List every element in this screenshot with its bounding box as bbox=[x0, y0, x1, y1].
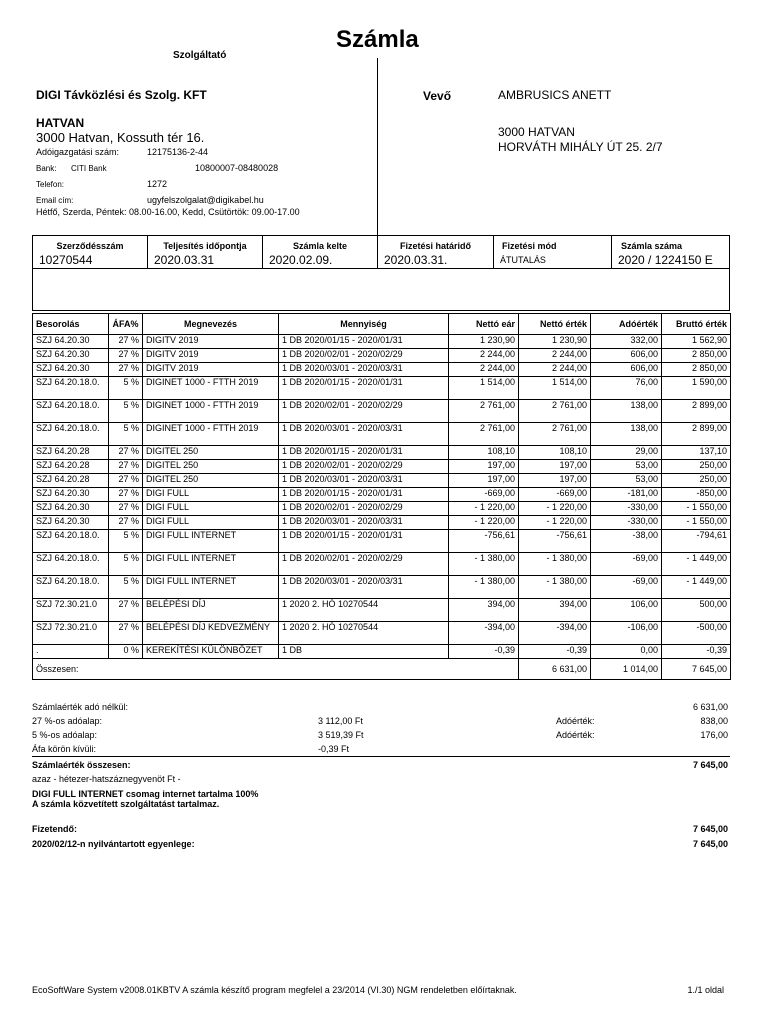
cell-classification: SZJ 64.20.18.0. bbox=[33, 576, 109, 599]
issue-date-cell bbox=[263, 236, 378, 268]
cell-unit-price: -0,39 bbox=[449, 645, 519, 659]
bank-label: Bank: bbox=[36, 164, 57, 173]
col-header-classification: Besorolás bbox=[33, 314, 109, 335]
cell-description: BELÉPÉSI DÍJ KEDVEZMÉNY bbox=[143, 622, 279, 645]
totals-label: Összesen: bbox=[33, 659, 519, 680]
provider-name: DIGI Távközlési és Szolg. KFT bbox=[36, 88, 207, 102]
cell-vat-rate: 5 % bbox=[109, 530, 143, 553]
cell-gross-value: -500,00 bbox=[662, 622, 731, 645]
table-row bbox=[33, 400, 731, 423]
table-row bbox=[33, 474, 731, 488]
table-row bbox=[33, 599, 731, 622]
cell-classification: SZJ 64.20.28 bbox=[33, 474, 109, 488]
cell-gross-value: 137,10 bbox=[662, 446, 731, 460]
cell-vat-rate: 27 % bbox=[109, 622, 143, 645]
cell-unit-price: 197,00 bbox=[449, 460, 519, 474]
cell-classification: SZJ 72.30.21.0 bbox=[33, 599, 109, 622]
provider-address: 3000 Hatvan, Kossuth tér 16. bbox=[36, 130, 205, 145]
cell-vat-rate: 5 % bbox=[109, 377, 143, 400]
base5-label: 5 %-os adóalap: bbox=[32, 730, 98, 740]
col-header-net-value: Nettó érték bbox=[519, 314, 591, 335]
payment-method-cell bbox=[494, 236, 612, 268]
table-row bbox=[33, 530, 731, 553]
cell-gross-value: 1 562,90 bbox=[662, 335, 731, 349]
cell-gross-value: 500,00 bbox=[662, 599, 731, 622]
mediated-service-note: A számla közvetített szolgáltatást tartalmaz. bbox=[32, 799, 220, 809]
cell-unit-price: -756,61 bbox=[449, 530, 519, 553]
fulfillment-date-value: 2020.03.31 bbox=[154, 253, 215, 267]
table-row bbox=[33, 349, 731, 363]
table-row bbox=[33, 553, 731, 576]
cell-unit-price: 1 230,90 bbox=[449, 335, 519, 349]
table-row bbox=[33, 645, 731, 659]
table-row bbox=[33, 488, 731, 502]
cell-classification: SZJ 64.20.18.0. bbox=[33, 400, 109, 423]
col-header-gross-value: Bruttó érték bbox=[662, 314, 731, 335]
cell-classification: . bbox=[33, 645, 109, 659]
cell-gross-value: 250,00 bbox=[662, 474, 731, 488]
cell-vat-rate: 27 % bbox=[109, 460, 143, 474]
cell-quantity: 1 DB bbox=[279, 645, 449, 659]
fulfillment-date-label: Teljesítés időpontja bbox=[163, 241, 247, 251]
cell-description: DIGINET 1000 - FTTH 2019 bbox=[143, 400, 279, 423]
cell-tax-value: 606,00 bbox=[591, 349, 662, 363]
cell-vat-rate: 27 % bbox=[109, 446, 143, 460]
cell-net-value: -0,39 bbox=[519, 645, 591, 659]
cell-tax-value: 106,00 bbox=[591, 599, 662, 622]
cell-net-value: - 1 380,00 bbox=[519, 553, 591, 576]
cell-quantity: 1 DB 2020/03/01 - 2020/03/31 bbox=[279, 474, 449, 488]
cell-tax-value: -181,00 bbox=[591, 488, 662, 502]
bank-name: CITI Bank bbox=[71, 164, 107, 173]
phone-value: 1272 bbox=[147, 179, 168, 189]
cell-quantity: 1 DB 2020/01/15 - 2020/01/31 bbox=[279, 446, 449, 460]
cell-unit-price: 2 244,00 bbox=[449, 363, 519, 377]
cell-description: BELÉPÉSI DÍJ bbox=[143, 599, 279, 622]
cell-tax-value: -330,00 bbox=[591, 516, 662, 530]
invoice-details-box bbox=[32, 235, 730, 311]
cell-tax-value: 332,00 bbox=[591, 335, 662, 349]
cell-quantity: 1 2020 2. HÓ 10270544 bbox=[279, 599, 449, 622]
cell-vat-rate: 27 % bbox=[109, 599, 143, 622]
cell-vat-rate: 27 % bbox=[109, 363, 143, 377]
buyer-address-line1: 3000 HATVAN bbox=[498, 125, 575, 139]
table-header-row bbox=[33, 314, 731, 335]
tax27-label: Adóérték: bbox=[556, 716, 595, 726]
cell-quantity: 1 2020 2. HÓ 10270544 bbox=[279, 622, 449, 645]
cell-gross-value: 2 850,00 bbox=[662, 363, 731, 377]
cell-gross-value: 250,00 bbox=[662, 460, 731, 474]
base27-label: 27 %-os adóalap: bbox=[32, 716, 103, 726]
base27-value: 3 112,00 Ft bbox=[318, 716, 363, 726]
cell-description: DIGITV 2019 bbox=[143, 335, 279, 349]
buyer-address-line2: HORVÁTH MIHÁLY ÚT 25. 2/7 bbox=[498, 140, 663, 154]
cell-classification: SZJ 64.20.18.0. bbox=[33, 377, 109, 400]
cell-unit-price: -669,00 bbox=[449, 488, 519, 502]
cell-classification: SZJ 64.20.18.0. bbox=[33, 423, 109, 446]
base5-value: 3 519,39 Ft bbox=[318, 730, 364, 740]
cell-quantity: 1 DB 2020/03/01 - 2020/03/31 bbox=[279, 516, 449, 530]
totals-row bbox=[33, 659, 731, 680]
cell-net-value: -394,00 bbox=[519, 622, 591, 645]
col-header-description: Megnevezés bbox=[143, 314, 279, 335]
cell-tax-value: -330,00 bbox=[591, 502, 662, 516]
fulfillment-date-cell bbox=[148, 236, 263, 268]
due-date-cell bbox=[378, 236, 494, 268]
cell-net-value: 197,00 bbox=[519, 460, 591, 474]
page-number: 1./1 oldal bbox=[687, 985, 724, 995]
cell-quantity: 1 DB 2020/03/01 - 2020/03/31 bbox=[279, 363, 449, 377]
cell-quantity: 1 DB 2020/01/15 - 2020/01/31 bbox=[279, 530, 449, 553]
cell-net-value: 394,00 bbox=[519, 599, 591, 622]
col-header-vat: ÁFA% bbox=[109, 314, 143, 335]
cell-tax-value: 0,00 bbox=[591, 645, 662, 659]
cell-unit-price: 1 514,00 bbox=[449, 377, 519, 400]
cell-quantity: 1 DB 2020/02/01 - 2020/02/29 bbox=[279, 349, 449, 363]
cell-net-value: - 1 220,00 bbox=[519, 516, 591, 530]
cell-tax-value: 53,00 bbox=[591, 474, 662, 488]
cell-unit-price: 2 761,00 bbox=[449, 400, 519, 423]
invoice-title: Számla bbox=[336, 26, 419, 53]
cell-tax-value: -106,00 bbox=[591, 622, 662, 645]
tax27-value: 838,00 bbox=[700, 716, 728, 726]
cell-gross-value: - 1 550,00 bbox=[662, 516, 731, 530]
contract-number-cell bbox=[33, 236, 148, 268]
header-divider bbox=[377, 58, 378, 235]
cell-quantity: 1 DB 2020/03/01 - 2020/03/31 bbox=[279, 576, 449, 599]
cell-quantity: 1 DB 2020/02/01 - 2020/02/29 bbox=[279, 502, 449, 516]
cell-unit-price: -394,00 bbox=[449, 622, 519, 645]
cell-vat-rate: 5 % bbox=[109, 576, 143, 599]
phone-label: Telefon: bbox=[36, 180, 65, 189]
cell-description: DIGI FULL INTERNET bbox=[143, 530, 279, 553]
cell-tax-value: 606,00 bbox=[591, 363, 662, 377]
tax5-label: Adóérték: bbox=[556, 730, 595, 740]
table-row bbox=[33, 335, 731, 349]
net-total-value: 6 631,00 bbox=[692, 702, 728, 712]
payment-method-value: ÁTUTALÁS bbox=[500, 255, 546, 265]
issue-date-label: Számla kelte bbox=[292, 241, 348, 251]
cell-gross-value: 2 899,00 bbox=[662, 423, 731, 446]
provider-heading: Szolgáltató bbox=[173, 50, 227, 61]
cell-tax-value: 29,00 bbox=[591, 446, 662, 460]
cell-gross-value: 2 899,00 bbox=[662, 400, 731, 423]
cell-vat-rate: 5 % bbox=[109, 423, 143, 446]
amount-in-words: azaz - hétezer-hatszáznegyvenöt Ft - bbox=[32, 774, 181, 784]
cell-classification: SZJ 72.30.21.0 bbox=[33, 622, 109, 645]
cell-unit-price: - 1 380,00 bbox=[449, 553, 519, 576]
col-header-unit-price: Nettó eár bbox=[449, 314, 519, 335]
cell-tax-value: -38,00 bbox=[591, 530, 662, 553]
tax5-value: 176,00 bbox=[700, 730, 728, 740]
net-total-label: Számlaérték adó nélkül: bbox=[32, 702, 129, 712]
cell-unit-price: 2 761,00 bbox=[449, 423, 519, 446]
cell-unit-price: 197,00 bbox=[449, 474, 519, 488]
cell-unit-price: - 1 220,00 bbox=[449, 502, 519, 516]
balance-label: 2020/02/12-n nyilvántartott egyenlege: bbox=[32, 839, 195, 849]
cell-gross-value: - 1 449,00 bbox=[662, 553, 731, 576]
cell-description: DIGITEL 250 bbox=[143, 474, 279, 488]
cell-description: DIGITEL 250 bbox=[143, 460, 279, 474]
table-row bbox=[33, 460, 731, 474]
items-body bbox=[33, 335, 731, 659]
cell-classification: SZJ 64.20.30 bbox=[33, 335, 109, 349]
cell-net-value: -669,00 bbox=[519, 488, 591, 502]
due-date-value: 2020.03.31. bbox=[384, 253, 448, 267]
cell-net-value: 108,10 bbox=[519, 446, 591, 460]
cell-tax-value: 138,00 bbox=[591, 400, 662, 423]
balance-value: 7 645,00 bbox=[692, 839, 728, 849]
cell-quantity: 1 DB 2020/02/01 - 2020/02/29 bbox=[279, 553, 449, 576]
cell-description: DIGI FULL bbox=[143, 488, 279, 502]
cell-unit-price: 108,10 bbox=[449, 446, 519, 460]
cell-tax-value: 138,00 bbox=[591, 423, 662, 446]
cell-vat-rate: 5 % bbox=[109, 400, 143, 423]
bank-account: 10800007-08480028 bbox=[195, 163, 279, 173]
cell-description: DIGINET 1000 - FTTH 2019 bbox=[143, 423, 279, 446]
cell-description: DIGITV 2019 bbox=[143, 363, 279, 377]
cell-net-value: - 1 380,00 bbox=[519, 576, 591, 599]
cell-gross-value: 1 590,00 bbox=[662, 377, 731, 400]
cell-net-value: 2 761,00 bbox=[519, 400, 591, 423]
cell-gross-value: - 1 550,00 bbox=[662, 502, 731, 516]
cell-gross-value: -794,61 bbox=[662, 530, 731, 553]
contract-number-label: Szerződésszám bbox=[56, 241, 124, 251]
cell-gross-value: -850,00 bbox=[662, 488, 731, 502]
total-tax: 1 014,00 bbox=[591, 659, 662, 680]
invoice-total-label: Számlaérték összesen: bbox=[32, 760, 131, 770]
cell-description: DIGI FULL bbox=[143, 502, 279, 516]
cell-vat-rate: 27 % bbox=[109, 474, 143, 488]
cell-vat-rate: 27 % bbox=[109, 349, 143, 363]
cell-net-value: 2 761,00 bbox=[519, 423, 591, 446]
tax-number-value: 12175136-2-44 bbox=[147, 147, 209, 157]
cell-vat-rate: 0 % bbox=[109, 645, 143, 659]
cell-description: DIGITV 2019 bbox=[143, 349, 279, 363]
table-row bbox=[33, 516, 731, 530]
cell-net-value: 2 244,00 bbox=[519, 363, 591, 377]
footer-software-note: EcoSoftWare System v2008.01KBTV A számla készítő program megfelel a 23/2014 (VI.30) NGM rendeletben előírtaknak. bbox=[32, 985, 517, 995]
cell-classification: SZJ 64.20.30 bbox=[33, 349, 109, 363]
cell-classification: SZJ 64.20.30 bbox=[33, 488, 109, 502]
items-table bbox=[32, 313, 731, 680]
payment-method-label: Fizetési mód bbox=[502, 241, 557, 251]
cell-description: KEREKÍTÉSI KÜLÖNBÖZET bbox=[143, 645, 279, 659]
cell-description: DIGINET 1000 - FTTH 2019 bbox=[143, 377, 279, 400]
tax-number-label: Adóigazgatási szám: bbox=[36, 147, 120, 157]
buyer-name: AMBRUSICS ANETT bbox=[498, 88, 612, 102]
summary-separator bbox=[32, 756, 730, 757]
buyer-label: Vevő bbox=[423, 89, 452, 103]
total-gross: 7 645,00 bbox=[662, 659, 731, 680]
col-header-tax-value: Adóérték bbox=[591, 314, 662, 335]
cell-tax-value: -69,00 bbox=[591, 553, 662, 576]
cell-vat-rate: 27 % bbox=[109, 488, 143, 502]
cell-tax-value: -69,00 bbox=[591, 576, 662, 599]
cell-net-value: -756,61 bbox=[519, 530, 591, 553]
cell-unit-price: 394,00 bbox=[449, 599, 519, 622]
cell-quantity: 1 DB 2020/02/01 - 2020/02/29 bbox=[279, 460, 449, 474]
table-row bbox=[33, 423, 731, 446]
invoice-number-label: Számla száma bbox=[621, 241, 683, 251]
cell-description: DIGI FULL bbox=[143, 516, 279, 530]
cell-quantity: 1 DB 2020/03/01 - 2020/03/31 bbox=[279, 423, 449, 446]
cell-gross-value: 2 850,00 bbox=[662, 349, 731, 363]
cell-classification: SZJ 64.20.28 bbox=[33, 446, 109, 460]
details-separator bbox=[33, 268, 729, 269]
cell-unit-price: - 1 380,00 bbox=[449, 576, 519, 599]
contract-number-value: 10270544 bbox=[39, 253, 93, 267]
cell-quantity: 1 DB 2020/01/15 - 2020/01/31 bbox=[279, 377, 449, 400]
cell-gross-value: -0,39 bbox=[662, 645, 731, 659]
payable-label: Fizetendő: bbox=[32, 824, 77, 834]
cell-description: DIGITEL 250 bbox=[143, 446, 279, 460]
total-net: 6 631,00 bbox=[519, 659, 591, 680]
cell-net-value: 197,00 bbox=[519, 474, 591, 488]
cell-classification: SZJ 64.20.30 bbox=[33, 363, 109, 377]
cell-vat-rate: 27 % bbox=[109, 335, 143, 349]
table-row bbox=[33, 502, 731, 516]
cell-net-value: 1 514,00 bbox=[519, 377, 591, 400]
cell-vat-rate: 5 % bbox=[109, 553, 143, 576]
cell-classification: SZJ 64.20.18.0. bbox=[33, 553, 109, 576]
email-value: ugyfelszolgalat@digikabel.hu bbox=[147, 195, 264, 205]
cell-quantity: 1 DB 2020/02/01 - 2020/02/29 bbox=[279, 400, 449, 423]
cell-description: DIGI FULL INTERNET bbox=[143, 553, 279, 576]
table-row bbox=[33, 576, 731, 599]
cell-vat-rate: 27 % bbox=[109, 516, 143, 530]
cell-vat-rate: 27 % bbox=[109, 502, 143, 516]
cell-description: DIGI FULL INTERNET bbox=[143, 576, 279, 599]
table-row bbox=[33, 377, 731, 400]
cell-quantity: 1 DB 2020/01/15 - 2020/01/31 bbox=[279, 488, 449, 502]
cell-gross-value: - 1 449,00 bbox=[662, 576, 731, 599]
payable-value: 7 645,00 bbox=[692, 824, 728, 834]
cell-classification: SZJ 64.20.28 bbox=[33, 460, 109, 474]
table-row bbox=[33, 446, 731, 460]
table-row bbox=[33, 622, 731, 645]
invoice-number-cell bbox=[612, 236, 729, 268]
table-row bbox=[33, 363, 731, 377]
email-label: Email cím: bbox=[36, 196, 74, 205]
vat-exempt-value: -0,39 Ft bbox=[318, 744, 350, 754]
col-header-quantity: Mennyiség bbox=[279, 314, 449, 335]
vat-exempt-label: Áfa körön kívüli: bbox=[32, 744, 97, 754]
issue-date-value: 2020.02.09. bbox=[269, 253, 333, 267]
due-date-label: Fizetési határidő bbox=[399, 241, 471, 251]
invoice-number-value: 2020 / 1224150 E bbox=[618, 253, 713, 267]
cell-tax-value: 76,00 bbox=[591, 377, 662, 400]
cell-classification: SZJ 64.20.30 bbox=[33, 516, 109, 530]
cell-net-value: - 1 220,00 bbox=[519, 502, 591, 516]
invoice-total-value: 7 645,00 bbox=[692, 760, 728, 770]
cell-net-value: 2 244,00 bbox=[519, 349, 591, 363]
cell-tax-value: 53,00 bbox=[591, 460, 662, 474]
office-hours: Hétfő, Szerda, Péntek: 08.00-16.00, Kedd, Csütörtök: 09.00-17.00 bbox=[36, 207, 300, 217]
cell-classification: SZJ 64.20.30 bbox=[33, 502, 109, 516]
cell-unit-price: - 1 220,00 bbox=[449, 516, 519, 530]
package-note: DIGI FULL INTERNET csomag internet tartalma 100% bbox=[32, 789, 259, 799]
cell-unit-price: 2 244,00 bbox=[449, 349, 519, 363]
provider-city: HATVAN bbox=[36, 116, 85, 130]
cell-classification: SZJ 64.20.18.0. bbox=[33, 530, 109, 553]
cell-quantity: 1 DB 2020/01/15 - 2020/01/31 bbox=[279, 335, 449, 349]
cell-net-value: 1 230,90 bbox=[519, 335, 591, 349]
